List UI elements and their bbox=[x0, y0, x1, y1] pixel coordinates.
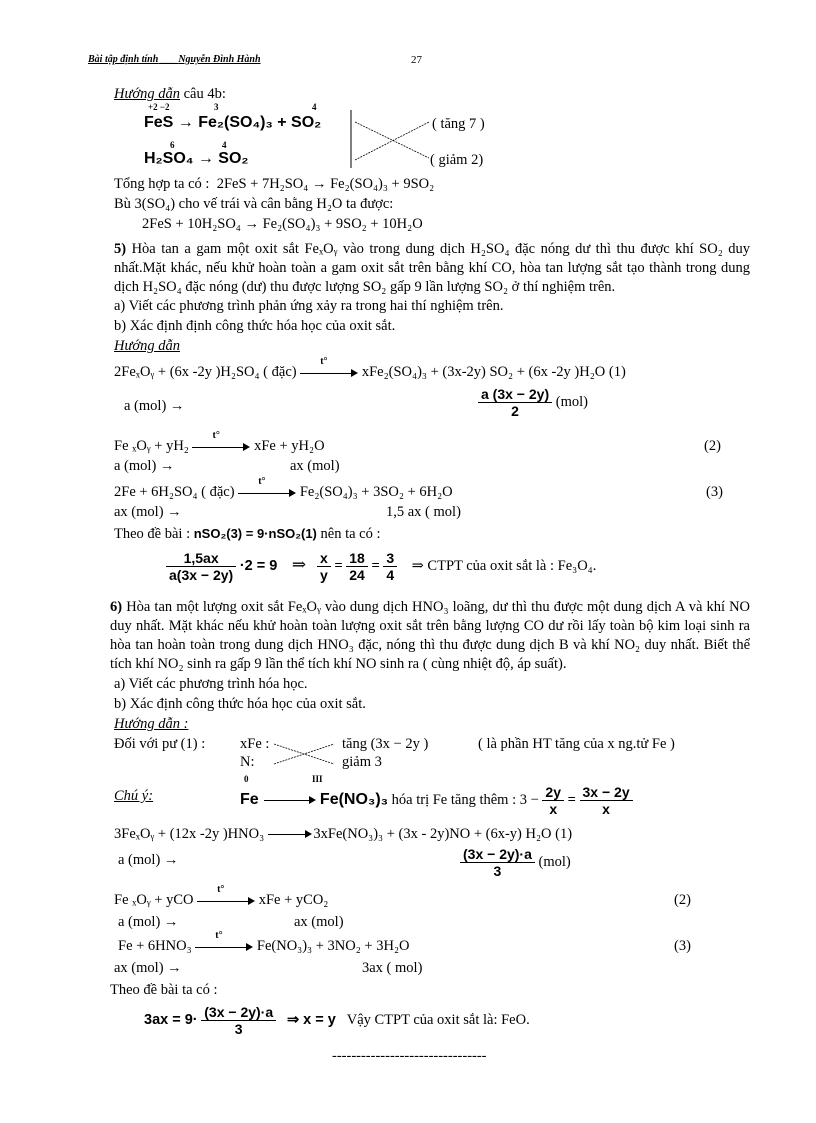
p6-mol3: ax (mol) → bbox=[114, 960, 182, 976]
p6-tang: tăng (3x − 2y ) bbox=[342, 736, 429, 752]
p5-mol2: a (mol) → bbox=[114, 458, 175, 474]
p6-eq3-num: (3) bbox=[674, 938, 691, 954]
ox-so2a: 4 bbox=[312, 102, 317, 112]
header-left: Bài tập định tính ___ Nguyễn Đình Hành bbox=[88, 54, 261, 65]
p6-valence: Fe Fe(NO₃)₃ hóa trị Fe tăng thêm : 3 − $\frac{2y}{x}$ = $\frac{3x - 2y}{x}$ bbox=[240, 784, 633, 817]
p6-eq2-num: (2) bbox=[674, 892, 691, 908]
s4-note-giam: ( giảm 2) bbox=[430, 152, 484, 168]
p6-a: a) Viết các phương trình hóa học. bbox=[114, 676, 308, 692]
p6-mol1: a (mol) → bbox=[118, 852, 179, 868]
s4-sum: Tổng hợp ta có : 2FeS + 7H₂SO₄ → Fe₂(SO₄)₃ + 9SO₂ bbox=[114, 176, 435, 192]
electron-cross-diagram bbox=[345, 108, 435, 170]
p5-eq3-num: (3) bbox=[706, 484, 723, 500]
p6-n: N: bbox=[240, 754, 255, 770]
p6-result: 3ax = 9· $\frac{(3x - 2y)\cdot a}{3}$ ⇒ x = y Vậy CTPT của oxit sắt là: FeO. bbox=[144, 1004, 530, 1038]
p5-huongdan: Hướng dẫn bbox=[114, 338, 180, 354]
p5-statement: 5) Hòa tan a gam một oxit sắt FeₓOᵧ vào trong dung dịch H₂SO₄ đặc nóng dư thì thu được khí SO₂ duy nhất.Mặt khác, nếu khử hoàn toàn a gam oxit sắt trên bằng khí CO, hòa tan lượng sắt tạo thành trong dung dịch H₂SO₄ đặc nóng (dư) thu được lượng SO₂ gấp 9 lần lượng SO₂ ở thí nghiệm trên. bbox=[114, 241, 750, 295]
p6-xfe: xFe : bbox=[240, 736, 270, 752]
p5-mol2-r: ax (mol) bbox=[290, 458, 340, 474]
p6-cross-diagram bbox=[272, 738, 338, 768]
s4-note-tang: ( tăng 7 ) bbox=[432, 116, 485, 132]
p6-chuy: Chú ý: bbox=[114, 788, 154, 804]
s4-reaction-2: H₂SO₄ → SO₂ bbox=[144, 150, 249, 167]
p6-doi: Đối với pư (1) : bbox=[114, 736, 206, 752]
p6-frac1: $\frac{(3x - 2y)\cdot a}{3}$ (mol) bbox=[460, 846, 571, 879]
ox-fes: +2 −2 bbox=[148, 102, 170, 112]
p5-mol3: ax (mol) → bbox=[114, 504, 182, 520]
p5-eq1: 2FeₓOᵧ + (6x -2y )H₂SO₄ ( đặc) t° xFe₂(SO₄)₃ + (3x-2y) SO₂ + (6x -2y )H₂O (1) bbox=[114, 355, 626, 380]
p5-b: b) Xác định định công thức hóa học của oxit sắt. bbox=[114, 318, 396, 334]
p6-eq3: Fe + 6HNO₃ t° Fe(NO₃)₃ + 3NO₂ + 3H₂O bbox=[118, 929, 410, 954]
s4-title: Hướng dẫn câu 4b: bbox=[114, 86, 226, 102]
s4-reaction-1: FeS → Fe₂(SO₄)₃ + SO₂ bbox=[144, 114, 322, 131]
p6-mol2-r: ax (mol) bbox=[294, 914, 344, 930]
p6-theo: Theo đề bài ta có : bbox=[110, 982, 218, 998]
p6-eq1: 3FeₓOᵧ + (12x -2y )HNO₃ 3xFe(NO₃)₃ + (3x - 2y)NO + (6x-y) H₂O (1) bbox=[114, 826, 573, 842]
p5-mol1: a (mol) → bbox=[124, 398, 185, 414]
s4-bu: Bù 3(SO₄) cho vế trái và cân bằng H₂O ta được: bbox=[114, 196, 394, 212]
p6-mol2: a (mol) → bbox=[118, 914, 179, 930]
p6-giam: giảm 3 bbox=[342, 754, 382, 770]
p6-statement: 6) Hòa tan một lượng oxit sắt FeₓOᵧ vào dung dịch HNO₃ loãng, dư thì thu được một dung dịch A và khí NO duy nhất. Mặt khác nếu khử hoàn toàn lượng oxit sắt trên bằng lượng CO dư rồi lấy toàn bộ kim loại sinh ra hòa tan hoàn toàn trong dung dịch HNO₃ đặc, nóng thì thu được dung dịch B và khí NO₂ duy nhất. Biết thể tích khí NO₂ sinh ra gấp 9 lần thể tích khí NO sinh ra ( cùng nhiệt độ, áp suất). bbox=[110, 599, 751, 672]
p5-theo: Theo đề bài : nSO₂(3) = 9·nSO₂(1) nên ta có : bbox=[114, 526, 381, 542]
p5-eq3: 2Fe + 6H₂SO₄ ( đặc) t° Fe₂(SO₄)₃ + 3SO₂ + 6H₂O bbox=[114, 475, 453, 500]
p5-eq2-num: (2) bbox=[704, 438, 721, 454]
p5-eq2: Fe ₓOᵧ + yH₂ t° xFe + yH₂O bbox=[114, 429, 325, 454]
ox-so2b: 4 bbox=[222, 140, 227, 150]
ox-fe0: 0 bbox=[244, 774, 249, 784]
p6-huongdan: Hướng dẫn : bbox=[114, 716, 189, 732]
p6-note: ( là phần HT tăng của x ng.tử Fe ) bbox=[478, 736, 675, 752]
p5-frac1: $\frac{a (3x - 2y)}{2}$ (mol) bbox=[478, 386, 588, 419]
s4-final: 2FeS + 10H₂SO₄ → Fe₂(SO₄)₃ + 9SO₂ + 10H₂O bbox=[142, 216, 423, 232]
p5-mol3-r: 1,5 ax ( mol) bbox=[386, 504, 461, 520]
page-number: 27 bbox=[411, 54, 422, 66]
ox-h2so4: 6 bbox=[170, 140, 175, 150]
ox-fe2: 3 bbox=[214, 102, 219, 112]
p6-mol3-r: 3ax ( mol) bbox=[362, 960, 423, 976]
p6-eq2: Fe ₓOᵧ + yCO t° xFe + yCO₂ bbox=[114, 883, 329, 908]
p5-calc: $\frac{1,5ax}{a(3x - 2y)}$ ·2 = 9 ⇒ $\frac{x}{y}$ = $\frac{18}{24}$ = $\frac{3}{4}$ ⇒ CTPT của oxit sắt là : Fe₃O₄. bbox=[166, 550, 596, 583]
p5-a: a) Viết các phương trình phản ứng xảy ra trong hai thí nghiệm trên. bbox=[114, 298, 504, 314]
ox-fe3: III bbox=[312, 774, 323, 784]
separator: -------------------------------- bbox=[332, 1048, 487, 1064]
p6-b: b) Xác định công thức hóa học của oxit sắt. bbox=[114, 696, 366, 712]
